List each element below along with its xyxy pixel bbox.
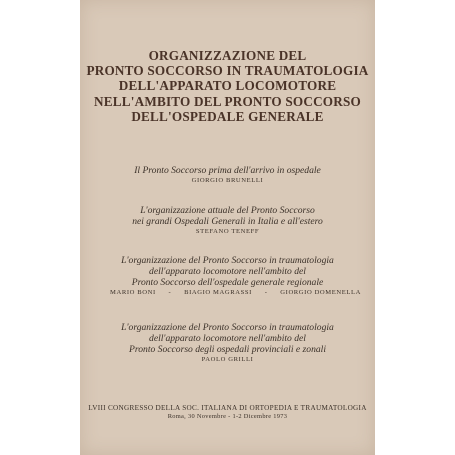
section-grilli bbox=[80, 322, 375, 364]
section-author: PAOLO GRILLI bbox=[201, 356, 254, 363]
section-brunelli bbox=[80, 165, 375, 185]
section-boni bbox=[80, 255, 375, 297]
document-cover bbox=[80, 0, 375, 455]
section-author: MARIO BONI bbox=[110, 289, 156, 296]
title-line: DELL'OSPEDALE GENERALE bbox=[131, 108, 324, 124]
congress-name: LVIII CONGRESSO DELLA SOC. ITALIANA DI ORTOPEDIA E TRAUMATOLOGIA bbox=[88, 404, 367, 412]
author-separator: - bbox=[168, 289, 172, 296]
section-heading: dell'apparato locomotore nell'ambito del bbox=[149, 266, 306, 277]
section-heading: Pronto Soccorso dell'ospedale generale regionale bbox=[131, 277, 324, 288]
document-title bbox=[80, 48, 375, 124]
author-separator: - bbox=[264, 289, 268, 296]
title-line: DELL'APPARATO LOCOMOTORE bbox=[118, 78, 337, 94]
section-heading: Il Pronto Soccorso prima dell'arrivo in ospedale bbox=[134, 165, 321, 176]
congress-info bbox=[80, 404, 375, 420]
section-author: BIAGIO MAGRASSI bbox=[184, 289, 252, 296]
title-line: ORGANIZZAZIONE DEL bbox=[148, 48, 307, 63]
section-heading: dell'apparato locomotore nell'ambito del bbox=[149, 333, 306, 344]
title-line: NELL'AMBITO DEL PRONTO SOCCORSO bbox=[94, 93, 361, 109]
title-line: PRONTO SOCCORSO IN TRAUMATOLOGIA bbox=[86, 63, 369, 79]
section-heading: L'organizzazione attuale del Pronto Soccorso bbox=[140, 205, 315, 216]
section-author: STEFANO TENEFF bbox=[195, 228, 260, 235]
congress-dates: Roma, 30 Novembre - 1-2 Dicembre 1973 bbox=[167, 413, 288, 420]
section-author: GIORGIO DOMENELLA bbox=[280, 289, 361, 296]
section-teneff bbox=[80, 205, 375, 236]
section-heading: nei grandi Ospedali Generali in Italia e all'estero bbox=[132, 216, 323, 227]
section-heading: L'organizzazione del Pronto Soccorso in traumatologia bbox=[121, 255, 334, 266]
section-authors bbox=[80, 288, 375, 297]
section-author: GIORGIO BRUNELLI bbox=[191, 177, 264, 184]
section-heading: Pronto Soccorso degli ospedali provinciali e zonali bbox=[128, 344, 326, 355]
section-heading: L'organizzazione del Pronto Soccorso in traumatologia bbox=[121, 322, 334, 333]
